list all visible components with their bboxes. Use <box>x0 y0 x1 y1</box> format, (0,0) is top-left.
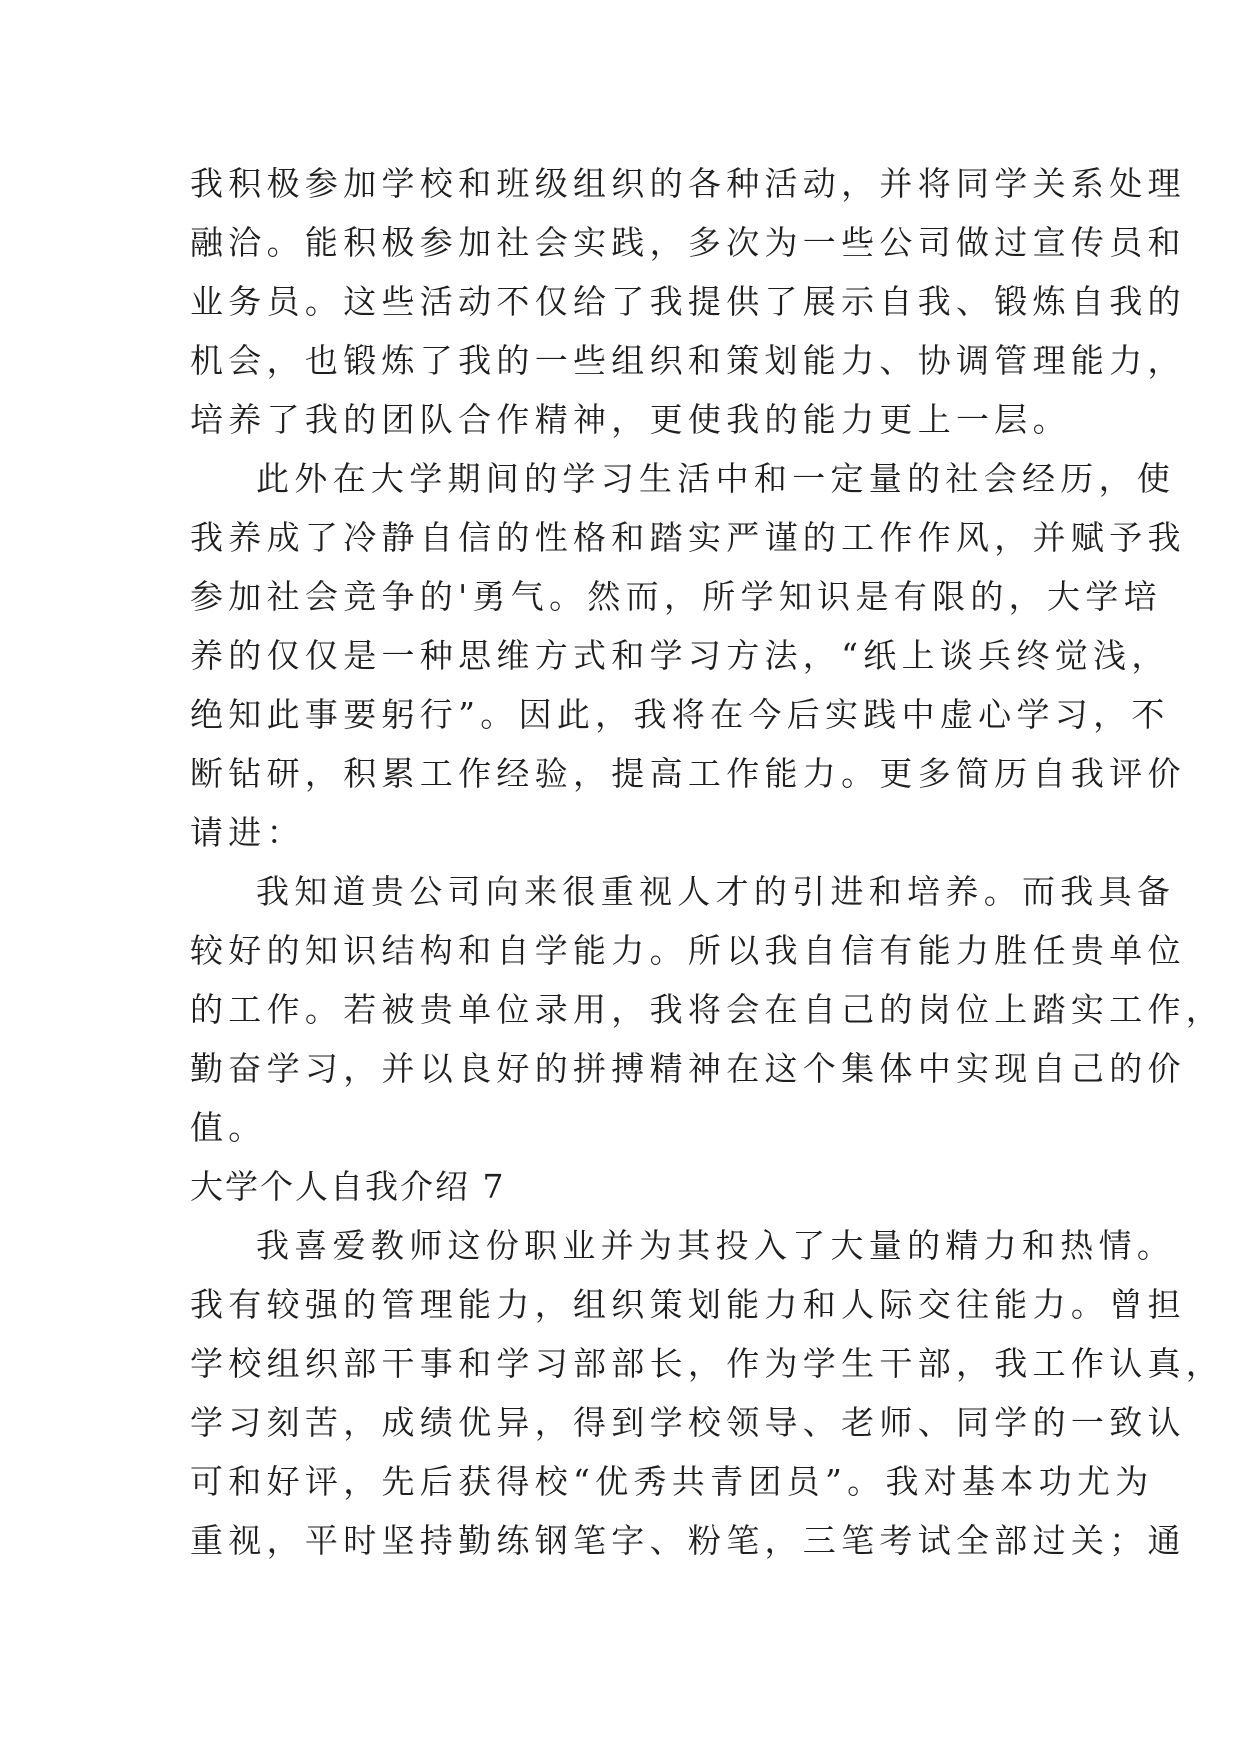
text-line: 的工作。若被贵单位录用，我将会在自己的岗位上踏实工作， <box>190 990 1225 1029</box>
text-line: 可和好评，先后获得校“优秀共青团员”。我对基本功尤为 <box>190 1462 1154 1501</box>
paragraph-start-line: 我知道贵公司向来很重视人才的引进和培养。而我具备 <box>256 872 1176 911</box>
section-heading: 大学个人自我介绍 7 <box>190 1167 506 1206</box>
text-line: 培养了我的团队合作精神，更使我的能力更上一层。 <box>190 400 1071 439</box>
text-line: 养的仅仅是一种思维方式和学习方法，“纸上谈兵终觉浅， <box>190 636 1170 675</box>
text-line: 重视，平时坚持勤练钢笔字、粉笔，三笔考试全部过关；通 <box>190 1521 1186 1560</box>
text-line: 机会，也锻炼了我的一些组织和策划能力、协调管理能力， <box>190 341 1186 380</box>
text-line: 我积极参加学校和班级组织的各种活动，并将同学关系处理 <box>190 164 1186 203</box>
text-line: 学习刻苦，成绩优异，得到学校领导、老师、同学的一致认 <box>190 1403 1186 1442</box>
text-line: 断钻研，积累工作经验，提高工作能力。更多简历自我评价 <box>190 754 1186 793</box>
text-line: 较好的知识结构和自学能力。所以我自信有能力胜任贵单位 <box>190 931 1186 970</box>
text-line: 融洽。能积极参加社会实践，多次为一些公司做过宣传员和 <box>190 223 1186 262</box>
text-line: 学校组织部干事和学习部部长，作为学生干部，我工作认真， <box>190 1344 1225 1383</box>
document-body <box>190 154 1225 1570</box>
text-line: 勤奋学习，并以良好的拼搏精神在这个集体中实现自己的价 <box>190 1049 1186 1088</box>
paragraph-start-line: 此外在大学期间的学习生活中和一定量的社会经历，使 <box>256 459 1176 498</box>
text-line: 参加社会竞争的'勇气。然而，所学知识是有限的，大学培 <box>190 577 1162 616</box>
text-line: 请进： <box>190 813 305 852</box>
paragraph-start-line: 我喜爱教师这份职业并为其投入了大量的精力和热情。 <box>256 1226 1176 1265</box>
text-line: 我有较强的管理能力，组织策划能力和人际交往能力。曾担 <box>190 1285 1186 1324</box>
text-line: 我养成了冷静自信的性格和踏实严谨的工作作风，并赋予我 <box>190 518 1186 557</box>
text-line: 业务员。这些活动不仅给了我提供了展示自我、锻炼自我的 <box>190 282 1186 321</box>
text-line: 绝知此事要躬行”。因此，我将在今后实践中虚心学习，不 <box>190 695 1170 734</box>
text-line: 值。 <box>190 1108 267 1147</box>
